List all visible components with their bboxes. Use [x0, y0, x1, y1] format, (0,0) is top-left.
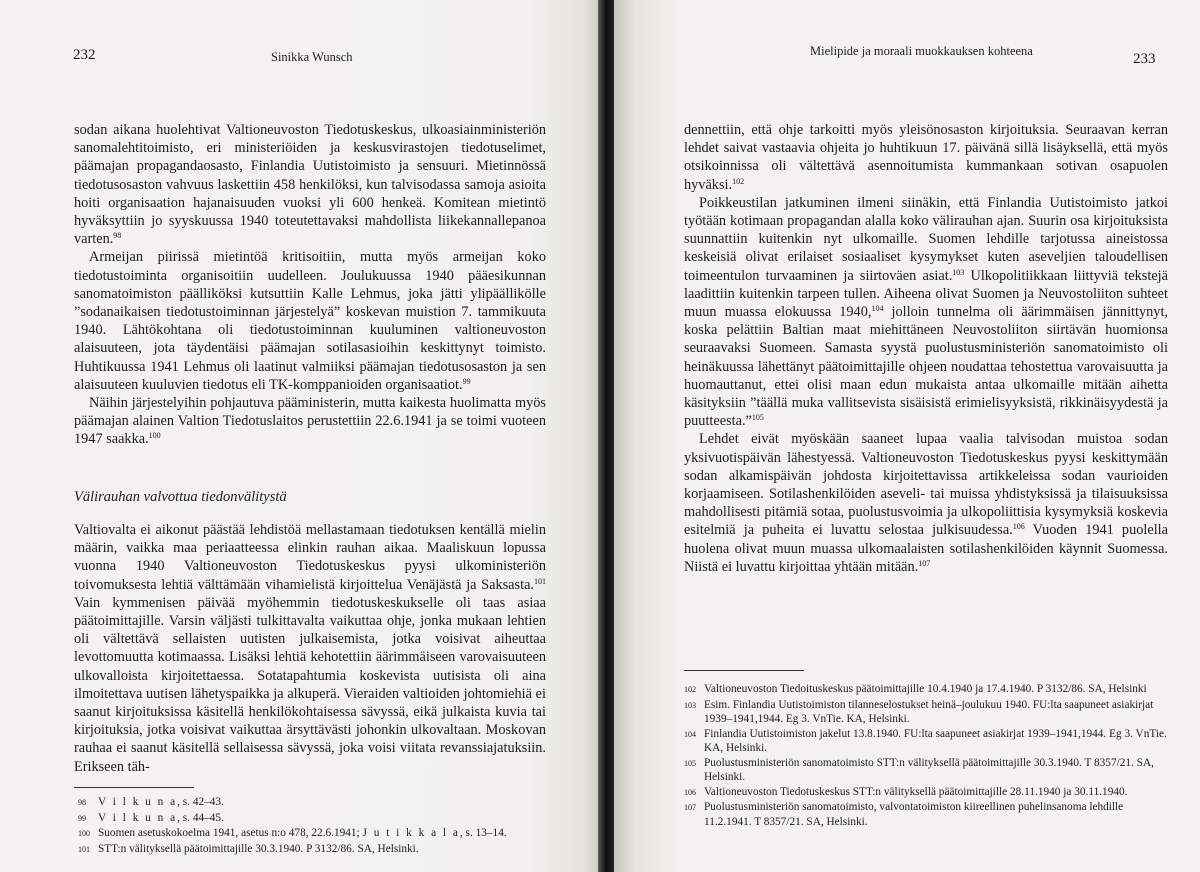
paragraph: Valtiovalta ei aikonut päästää lehdistöä mellastamaan tiedotuksen kentällä mielin määrin, vaikka maa periaatteessa elinkin rauhan aikaa. Maaliskuun lopussa vuonna 1940 Valtioneuvoston Tiedotuskeskus pyysi ulkoministeriön toivomuksesta lehtiä välttämään vihamielistä kirjoittelua Venäjästä ja Saksasta.$^{101}$ Vain kymmenisen päivää myöhemmin tiedotuskeskukselle oli taas asiaa päätoimittajille. Varsin väljästi tulkittavalta vaikuttaa ohje, jonka mukaan lehtien oli vältettävä sellaisten uutisten julkaisemista, jotka voisivat aiheuttaa levottomuutta kotimaassa. Lisäksi lehtiä kehotettiin äärimmäiseen varovaisuuteen ulkovalloista kirjoitettaessa. Sotatapahtumia koskevista uutisista oli aina ilmoitettava uutisen lähetyspaikka ja alkuperä. Vieraiden valtioiden johtomiehiä ei saanut kirjoituksissa käsitellä henkilökohtaisessa sävyssä, eikä julkaista kuvia tai kirjoituksia, jotka voisivat vaikuttaa ärsyttävästi johonkin ulkovaltaan. Moskovan rauhaa ei saanut käsitellä sellaisessa sävyssä, joka voisi viitata revanssiajatuksiin. Erikseen täh-	[74, 522, 546, 775]
paragraph: Näihin järjestelyihin pohjautuva pääministerin, mutta kaikesta huolimatta myös päämajan alainen Valtion Tiedotuslaitos perustettiin 22.6.1941 ja se toimi vuoteen 1947 saakka.$^{100}$	[74, 395, 546, 448]
footnote-ref: 102	[732, 176, 745, 186]
footnote: 104 Finlandia Uutistoimiston jakelut 13.8.1940. FU:lta saapuneet asiakirjat 1939–1941,1944. Eg 3. VnTie. KA, Helsinki.	[684, 727, 1167, 754]
paragraph: dennettiin, että ohje tarkoitti myös yleisönosaston kirjoituksia. Seuraavan kerran lehdet saivat vastaavia ohjeita jo huhtikuun 17. päivänä sillä lisäyksellä, että myös otsikoinnissa oli vältettävä asennoitumista kummankaan sotivan osapuolen hyväksi.$^{102}$	[684, 122, 1168, 193]
right-page	[614, 0, 1200, 872]
footnote: 99 V i l k u n a, s. 44–45.	[78, 811, 224, 824]
paragraph: Armeijan piirissä mietintöä kritisoitiin, mutta myös armeijan koko tiedotustoiminta organisoitiin uudelleen. Joulukuussa 1940 pääesikunnan sanomatoimiston päälliköksi kutsuttiin Kalle Lehmus, joka jätti ylipäällikölle ”sodanaikaisen tiedotustoiminnan järjestelyä” koskevan muistion 7. tammikuuta 1940. Lähtökohtana oli tiedotustoiminnan kuuluminen valtioneuvoston alaisuuteen, jota täydentäisi päämajan sotilasasioihin keskittynyt toimisto. Huhtikuussa 1941 Lehmus oli laatinut valmiiksi päämajan tiedotusosaston ja sen alaisuuteen kuuluvien tiedotus eli TK-komppanioiden organisaatiot.$^{99}$	[74, 249, 546, 393]
footnotes	[78, 795, 548, 857]
footnote: 107 Puolustusministeriön sanomatoimisto, valvontatoimiston kiireellinen puhelinsanoma lehdille 11.2.1941. T 8357/21. SA, Helsinki.	[684, 801, 1124, 828]
running-head: Sinikka Wunsch	[271, 50, 353, 64]
footnote-ref: 101	[534, 576, 546, 586]
footnote: 98 V i l k u n a, s. 42–43.	[78, 796, 224, 808]
paragraph: Lehdet eivät myöskään saaneet lupaa vaalia talvisodan muistoa sodan yksivuotispäivän lähestyessä. Valtioneuvoston Tiedotuskeskus pyysi keskittymään sodan alkamispäivän johdosta kirjoitettavissa artikkeleissa sodan vaurioiden korjaamiseen. Sotilashenkilöiden aseveli- tai muissa yhdistyksissä ja tilaisuuksissa mahdollisesti pitämiä sotaa, puolustusvoimia ja ulkopoliittisia kysymyksiä koskevia esitelmiä ja puheita ei luvattu selostaa julkisuudessa.$^{106}$ Vuoden 1941 puolella huolena olivat muun muassa ulkomaalaisten sotilashenkilöiden käynnit Suomessa. Niistä ei luvattu kirjoittaa yhtään mitään.$^{107}$	[684, 431, 1168, 575]
footnote-rule	[74, 787, 194, 788]
body-text	[684, 121, 1168, 576]
footnote: 106 Valtioneuvoston Tiedotuskeskus STT:n välityksellä päätoimittajille 28.11.1940 ja 30.11.1940.	[684, 785, 1128, 798]
footnote: 100 Suomen asetuskokoelma 1941, asetus n:o 478, 22.6.1941; J u t i k k a l a, s. 13–14.	[78, 827, 507, 839]
footnote-ref: 99	[462, 376, 471, 386]
footnote: 103 Esim. Finlandia Uutistoimiston tilanneselostukset heinä–joulukuu 1940. FU:lta saapuneet asiakirjat 1939–1941,1944. Eg 3. VnTie. KA, Helsinki.	[684, 698, 1154, 725]
body-text	[74, 521, 546, 776]
footnote: 105 Puolustusministeriön sanomatoimisto STT:n välityksellä päätoimittajille 30.3.1940. T 8357/21. SA, Helsinki.	[684, 756, 1154, 783]
footnote-ref: 103	[952, 267, 965, 277]
footnote-rule	[684, 670, 804, 671]
paragraph: Poikkeustilan jatkuminen ilmeni siinäkin, että Finlandia Uutistoimisto jatkoi työtään kotimaan propagandan alalla koko välirauhan ajan. Suurin osa kirjoituksista suunnattiin kuitenkin nyt ulkomaille. Suomen lehdille tarjotussa aineistossa keskeisiä olivat erilaiset sosiaaliset kysymykset kuten aseveljien taloudellisen toimeentulon turvaaminen ja siirtoväen asiat.$^{103}$ Ulkopolitiikkaan liittyviä tekstejä laadittiin kuitenkin tarpeen tullen. Aiheena olivat Suomen ja Neuvostoliiton suhteet muun muassa elokuussa 1940,$^{104}$ jolloin tunnelma oli äärimmäisen jännittynyt, koska pelättiin Baltian maat miehittäneen Neuvostoliiton siirtävän huomionsa seuraavaksi Suomeen. Samasta syystä puolustusministeriön sanomatoimisto oli heinäkuussa lähettänyt päätoimittajille ohjeen noudattaa tehostettua varovaisuutta ja huomauttanut, ettei olisi maan edun mukaista antaa ulkomaille mitään aihetta käsityksiin ”täällä muka vallitsevista sisäisistä erimielisyyksistä, rikkinäisyydestä ja puutteesta.”$^{105}$	[684, 194, 1168, 430]
paragraph: sodan aikana huolehtivat Valtioneuvoston Tiedotuskeskus, ulkoasiainministeriön sanomalehtitoimisto, eri ministeriöiden ja keskusvirastojen tiedotuselimet, päämajan propagandaosasto, Finlandia Uutistoimisto ja sensuuri. Mietinnössä tiedotusosaston vahvuus laskettiin 458 henkilöksi, kun talvisodassa samoja asioita hoiti organisaation hajanaisuuden vuoksi yli 600 henkeä. Komitean mietintö hyväksyttiin jo syyskuussa 1940 toteutettavaksi mahdollista liikekannallepanoa varten.$^{98}$	[74, 122, 546, 248]
footnote-ref: 100	[148, 431, 161, 441]
footnote-ref: 106	[1012, 522, 1025, 532]
footnote-ref: 104	[871, 304, 884, 314]
footnote: 102 Valtioneuvoston Tiedoituskeskus päätoimittajille 10.4.1940 ja 17.4.1940. P 3132/86. SA, Helsinki	[684, 683, 1147, 695]
page-number: 233	[1133, 51, 1156, 67]
body-text	[74, 121, 546, 449]
footnotes	[684, 682, 1168, 829]
footnote-ref: 105	[751, 413, 764, 423]
footnote-ref: 107	[918, 558, 931, 568]
running-head: Mielipide ja moraali muokkauksen kohteena	[810, 44, 1033, 58]
page-number: 232	[73, 47, 96, 63]
footnote: 101 STT:n välityksellä päätoimittajille 30.3.1940. P 3132/86. SA, Helsinki.	[78, 842, 419, 855]
section-heading: Välirauhan valvottua tiedonvälitystä	[74, 489, 287, 505]
footnote-ref: 98	[113, 231, 122, 241]
